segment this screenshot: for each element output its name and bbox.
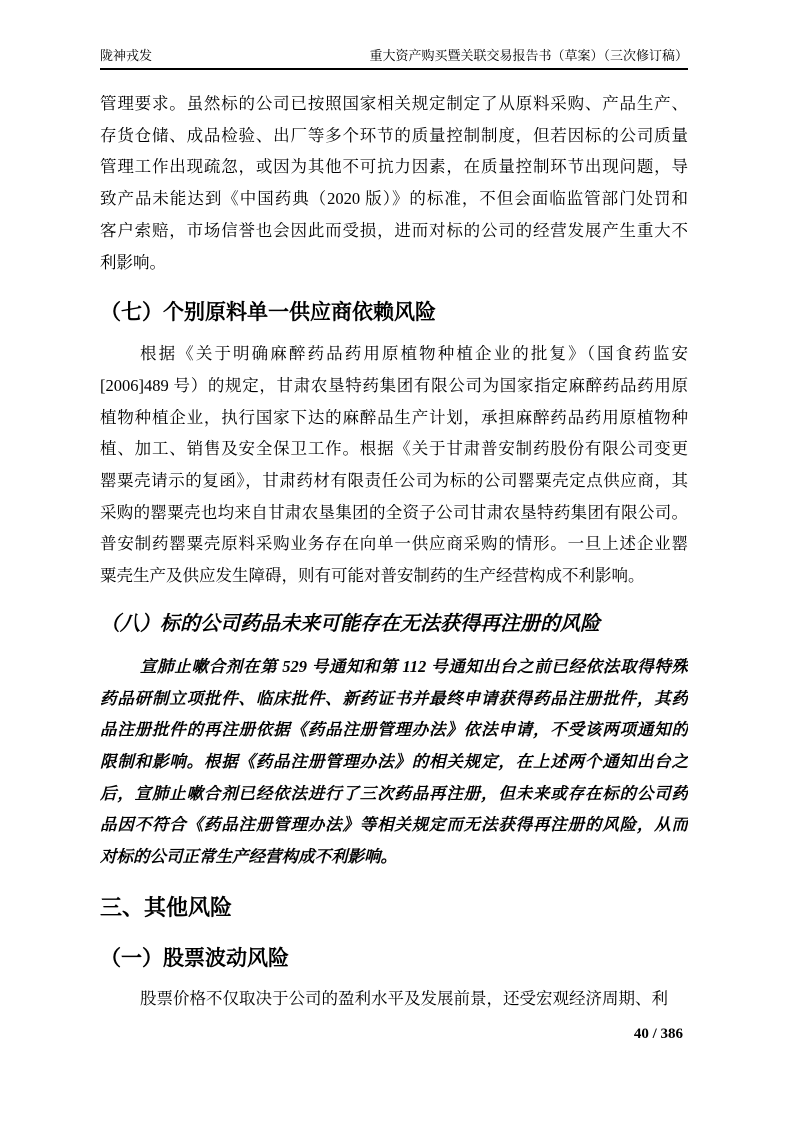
text-line: 管理要求。虽然标的公司已按照国家相关规定制定了从原料采购、产品生产、 (100, 94, 688, 113)
text-line: 存货仓储、成品检验、出厂等多个环节的质量控制制度，但若因标的公司质量 (100, 125, 688, 145)
text-line: 品注册批件的再注册依据《药品注册管理办法》依法申请，不受该两项通知的 (100, 720, 688, 740)
page-header (100, 46, 688, 70)
header-company-name: 陇神戎发 (100, 48, 153, 63)
text-line: [2006]489 号）的规定，甘肃农垦特药集团有限公司为国家指定麻醉药品药用原 (100, 375, 688, 395)
text-line: 罂粟壳请示的复函》，甘肃药材有限责任公司为标的公司罂粟壳定点供应商，其 (100, 471, 688, 491)
text-line: 限制和影响。根据《药品注册管理办法》的相关规定，在上述两个通知出台之 (100, 751, 688, 771)
text-line: 根据《关于明确麻醉药品药用原植物种植企业的批复》（国食药监安 (140, 344, 688, 364)
text-line: 药品研制立项批件、临床批件、新药证书并最终申请获得药品注册批件，其药 (100, 688, 688, 708)
heading-single-supplier-risk: （七）个别原料单一供应商依赖风险 (100, 301, 436, 325)
heading-reregistration-risk: （八）标的公司药品未来可能存在无法获得再注册的风险 (100, 612, 600, 635)
text-line: 粟壳生产及供应发生障碍，则有可能对普安制药的生产经营构成不利影响。 (100, 566, 645, 586)
text-line: 利影响。 (100, 252, 166, 272)
text-line: 植物种植企业，执行国家下达的麻醉品生产计划，承担麻醉药品药用原植物种 (100, 407, 688, 427)
header-report-title: 重大资产购买暨关联交易报告书（草案）（三次修订稿） (369, 48, 688, 63)
page-number: 40 / 386 (633, 1026, 683, 1042)
text-line: 后，宣肺止嗽合剂已经依法进行了三次药品再注册，但未来或存在标的公司药 (100, 783, 688, 803)
text-line: 普安制药罂粟壳原料采购业务存在向单一供应商采购的情形。一旦上述企业罂 (100, 534, 688, 554)
text-line: 采购的罂粟壳也均来自甘肃农垦集团的全资子公司甘肃农垦特药集团有限公司。 (100, 502, 688, 522)
text-line: 致产品未能达到《中国药典（2020 版）》的标准，不但会面临监管部门处罚和 (100, 189, 688, 209)
paragraph-supplier-risk (100, 338, 688, 592)
text-line: 股票价格不仅取决于公司的盈利水平及发展前景，还受宏观经济周期、利 (140, 988, 668, 1008)
text-line: 对标的公司正常生产经营构成不利影响。 (100, 847, 397, 867)
text-line: 客户索赔，市场信誉也会因此而受损，进而对标的公司的经营发展产生重大不 (100, 220, 688, 240)
heading-stock-volatility-risk: （一）股票波动风险 (100, 946, 289, 970)
heading-other-risks: 三、其他风险 (100, 894, 233, 920)
paragraph-reregistration-risk (100, 651, 688, 873)
text-line: 宣肺止嗽合剂在第 529 号通知和第 112 号通知出台之前已经依法取得特殊 (140, 656, 688, 676)
text-line: 管理工作出现疏忽，或因为其他不可抗力因素，在质量控制环节出现问题，导 (100, 157, 688, 177)
text-line: 植、加工、销售及安全保卫工作。根据《关于甘肃普安制药股份有限公司变更 (100, 439, 688, 459)
text-line: 品因不符合《药品注册管理办法》等相关规定而无法获得再注册的风险，从而 (100, 815, 688, 835)
paragraph-quality-risk (100, 88, 688, 278)
paragraph-stock-volatility (100, 983, 688, 1015)
